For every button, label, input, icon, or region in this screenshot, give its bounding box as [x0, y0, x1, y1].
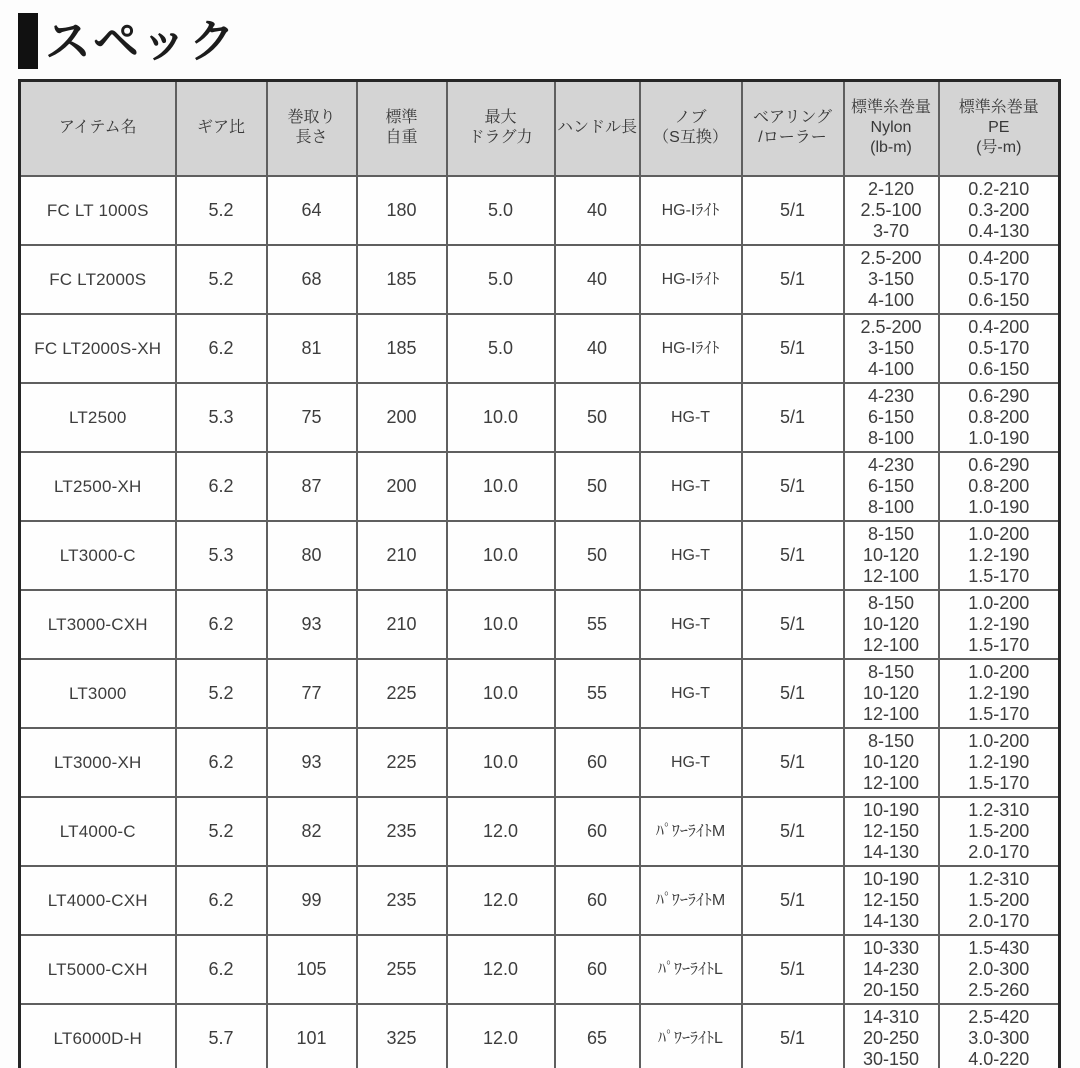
cell-bearing: 5/1 — [742, 245, 844, 314]
cell-nylon — [844, 176, 939, 245]
cell-handle_length: 50 — [555, 383, 640, 452]
cell-nylon-line: 12-100 — [862, 703, 920, 724]
cell-nylon-line: 12-100 — [862, 634, 920, 655]
cell-nylon-line: 10-120 — [862, 751, 920, 772]
cell-pe-line: 3.0-300 — [968, 1027, 1030, 1048]
cell-handle_length: 60 — [555, 797, 640, 866]
header-item-line: アイテム名 — [58, 119, 137, 137]
cell-nylon-line: 10-330 — [862, 937, 920, 958]
cell-nylon-line: 20-250 — [862, 1027, 920, 1048]
cell-nylon — [844, 521, 939, 590]
cell-pe — [939, 866, 1060, 935]
header-handle_length-line: ハンドル長 — [556, 119, 637, 137]
cell-handle_length: 60 — [555, 866, 640, 935]
header-bearing-line: /ローラー — [758, 129, 827, 147]
table-row — [20, 521, 1060, 590]
section-title-text: スペック — [45, 15, 237, 67]
cell-nylon-line: 14-130 — [862, 910, 920, 931]
table-row — [20, 866, 1060, 935]
cell-knob: HG-T — [640, 452, 742, 521]
cell-pe — [939, 728, 1060, 797]
cell-nylon — [844, 728, 939, 797]
cell-handle_length: 50 — [555, 452, 640, 521]
cell-nylon-line: 2.5-200 — [860, 316, 922, 337]
cell-bearing: 5/1 — [742, 383, 844, 452]
header-winding_length — [267, 81, 357, 176]
cell-knob: HG-T — [640, 590, 742, 659]
cell-knob: HG-Iﾗｲﾄ — [640, 245, 742, 314]
cell-nylon-line: 8-150 — [867, 661, 915, 682]
cell-pe-line: 1.2-190 — [968, 682, 1030, 703]
spec-table — [18, 79, 1061, 1068]
cell-standard_weight: 225 — [357, 728, 447, 797]
cell-nylon-line: 8-100 — [867, 427, 915, 448]
cell-knob: ﾊﾟﾜｰﾗｲﾄM — [640, 797, 742, 866]
cell-nylon — [844, 935, 939, 1004]
cell-max_drag: 10.0 — [447, 383, 555, 452]
cell-nylon — [844, 797, 939, 866]
header-nylon — [844, 81, 939, 176]
cell-pe-line: 1.5-170 — [968, 772, 1030, 793]
cell-winding_length: 101 — [267, 1004, 357, 1068]
cell-pe-line: 0.3-200 — [968, 199, 1030, 220]
cell-handle_length: 40 — [555, 176, 640, 245]
cell-nylon-line: 8-150 — [867, 730, 915, 751]
header-pe — [939, 81, 1060, 176]
cell-pe-line: 0.4-130 — [968, 220, 1030, 241]
cell-standard_weight: 225 — [357, 659, 447, 728]
header-winding_length-line: 長さ — [295, 129, 328, 147]
cell-pe-line: 0.6-150 — [968, 289, 1030, 310]
cell-item: LT2500 — [20, 383, 176, 452]
cell-nylon-line: 14-230 — [862, 958, 920, 979]
cell-bearing: 5/1 — [742, 866, 844, 935]
cell-nylon — [844, 659, 939, 728]
cell-nylon-line: 4-230 — [867, 385, 915, 406]
cell-pe-line: 1.0-200 — [968, 523, 1030, 544]
cell-item: LT3000 — [20, 659, 176, 728]
cell-nylon-line: 10-190 — [862, 868, 920, 889]
cell-pe-line: 1.2-190 — [968, 751, 1030, 772]
cell-pe-line: 1.5-200 — [968, 820, 1030, 841]
cell-max_drag: 10.0 — [447, 659, 555, 728]
cell-nylon-line: 3-150 — [867, 268, 915, 289]
cell-pe-line: 2.0-170 — [968, 841, 1030, 862]
cell-gear_ratio: 5.2 — [176, 245, 267, 314]
table-row — [20, 314, 1060, 383]
cell-nylon-line: 8-150 — [867, 523, 915, 544]
cell-nylon-line: 30-150 — [862, 1048, 920, 1068]
cell-pe-line: 2.5-420 — [968, 1006, 1030, 1027]
table-row — [20, 176, 1060, 245]
header-winding_length-line: 巻取り — [287, 109, 336, 127]
cell-knob: HG-T — [640, 383, 742, 452]
cell-handle_length: 55 — [555, 590, 640, 659]
cell-gear_ratio: 5.2 — [176, 176, 267, 245]
header-handle_length — [555, 81, 640, 176]
cell-pe — [939, 245, 1060, 314]
cell-pe — [939, 935, 1060, 1004]
cell-handle_length: 60 — [555, 728, 640, 797]
cell-nylon-line: 14-310 — [862, 1006, 920, 1027]
cell-pe-line: 1.0-200 — [968, 661, 1030, 682]
header-max_drag-line: ドラグ力 — [468, 129, 533, 147]
cell-knob: HG-T — [640, 521, 742, 590]
cell-pe-line: 1.2-190 — [968, 613, 1030, 634]
cell-max_drag: 12.0 — [447, 797, 555, 866]
cell-nylon-line: 20-150 — [862, 979, 920, 1000]
cell-nylon-line: 14-130 — [862, 841, 920, 862]
cell-standard_weight: 185 — [357, 314, 447, 383]
cell-pe-line: 1.0-200 — [968, 592, 1030, 613]
cell-nylon — [844, 452, 939, 521]
cell-max_drag: 5.0 — [447, 176, 555, 245]
cell-item: LT2500-XH — [20, 452, 176, 521]
table-row — [20, 728, 1060, 797]
cell-standard_weight: 235 — [357, 866, 447, 935]
cell-nylon-line: 2-120 — [867, 178, 915, 199]
cell-nylon-line: 12-150 — [862, 820, 920, 841]
cell-nylon-line: 4-230 — [867, 454, 915, 475]
cell-winding_length: 105 — [267, 935, 357, 1004]
cell-nylon-line: 6-150 — [867, 475, 915, 496]
cell-handle_length: 60 — [555, 935, 640, 1004]
cell-nylon-line: 10-120 — [862, 682, 920, 703]
header-nylon-line: 標準糸巻量 — [850, 99, 931, 117]
cell-nylon-line: 12-100 — [862, 772, 920, 793]
cell-nylon-line: 6-150 — [867, 406, 915, 427]
cell-pe — [939, 452, 1060, 521]
cell-pe-line: 1.5-170 — [968, 565, 1030, 586]
cell-bearing: 5/1 — [742, 452, 844, 521]
cell-gear_ratio: 5.3 — [176, 521, 267, 590]
cell-pe — [939, 590, 1060, 659]
cell-pe-line: 1.5-170 — [968, 634, 1030, 655]
cell-bearing: 5/1 — [742, 728, 844, 797]
cell-gear_ratio: 6.2 — [176, 590, 267, 659]
cell-knob: HG-T — [640, 728, 742, 797]
cell-pe-line: 1.5-170 — [968, 703, 1030, 724]
cell-pe-line: 1.2-190 — [968, 544, 1030, 565]
cell-gear_ratio: 5.7 — [176, 1004, 267, 1068]
cell-standard_weight: 325 — [357, 1004, 447, 1068]
cell-gear_ratio: 6.2 — [176, 728, 267, 797]
table-header-row — [20, 81, 1060, 176]
cell-nylon-line: 4-100 — [867, 358, 915, 379]
table-row — [20, 659, 1060, 728]
section-title — [18, 12, 1080, 70]
cell-nylon — [844, 866, 939, 935]
cell-pe-line: 0.5-170 — [968, 268, 1030, 289]
cell-bearing: 5/1 — [742, 590, 844, 659]
header-knob-line: ノブ — [674, 109, 707, 127]
cell-winding_length: 87 — [267, 452, 357, 521]
cell-pe-line: 0.6-290 — [968, 454, 1030, 475]
cell-pe-line: 0.8-200 — [968, 475, 1030, 496]
cell-knob: HG-Iﾗｲﾄ — [640, 314, 742, 383]
cell-max_drag: 10.0 — [447, 521, 555, 590]
cell-handle_length: 65 — [555, 1004, 640, 1068]
cell-gear_ratio: 6.2 — [176, 866, 267, 935]
cell-pe-line: 4.0-220 — [968, 1048, 1030, 1068]
table-row — [20, 590, 1060, 659]
header-item — [20, 81, 176, 176]
header-standard_weight-line: 標準 — [385, 109, 418, 127]
cell-max_drag: 12.0 — [447, 1004, 555, 1068]
cell-knob: HG-T — [640, 659, 742, 728]
cell-winding_length: 93 — [267, 728, 357, 797]
cell-max_drag: 10.0 — [447, 452, 555, 521]
cell-pe — [939, 314, 1060, 383]
cell-item: LT5000-CXH — [20, 935, 176, 1004]
cell-pe — [939, 659, 1060, 728]
cell-max_drag: 12.0 — [447, 866, 555, 935]
cell-nylon — [844, 314, 939, 383]
cell-bearing: 5/1 — [742, 797, 844, 866]
cell-pe-line: 1.5-430 — [968, 937, 1030, 958]
cell-gear_ratio: 5.3 — [176, 383, 267, 452]
cell-bearing: 5/1 — [742, 935, 844, 1004]
cell-bearing: 5/1 — [742, 521, 844, 590]
cell-nylon — [844, 1004, 939, 1068]
cell-handle_length: 40 — [555, 314, 640, 383]
cell-bearing: 5/1 — [742, 314, 844, 383]
cell-nylon-line: 10-190 — [862, 799, 920, 820]
header-gear_ratio — [176, 81, 267, 176]
cell-gear_ratio: 5.2 — [176, 797, 267, 866]
cell-pe — [939, 1004, 1060, 1068]
cell-knob: ﾊﾟﾜｰﾗｲﾄL — [640, 935, 742, 1004]
header-standard_weight-line: 自重 — [385, 129, 418, 147]
cell-bearing: 5/1 — [742, 176, 844, 245]
header-pe-line: PE — [988, 119, 1010, 137]
cell-pe — [939, 797, 1060, 866]
cell-nylon-line: 2.5-200 — [860, 247, 922, 268]
cell-gear_ratio: 6.2 — [176, 935, 267, 1004]
cell-pe-line: 1.5-200 — [968, 889, 1030, 910]
cell-pe-line: 0.6-290 — [968, 385, 1030, 406]
cell-pe-line: 2.0-170 — [968, 910, 1030, 931]
cell-item: LT3000-XH — [20, 728, 176, 797]
header-bearing — [742, 81, 844, 176]
header-nylon-line: (lb-m) — [870, 139, 912, 157]
cell-nylon-line: 3-70 — [872, 220, 910, 241]
cell-standard_weight: 200 — [357, 383, 447, 452]
cell-item: LT4000-C — [20, 797, 176, 866]
cell-pe-line: 1.2-310 — [968, 868, 1030, 889]
cell-bearing: 5/1 — [742, 1004, 844, 1068]
cell-pe-line: 1.0-190 — [968, 496, 1030, 517]
cell-knob: ﾊﾟﾜｰﾗｲﾄM — [640, 866, 742, 935]
cell-pe-line: 0.4-200 — [968, 316, 1030, 337]
cell-pe-line: 0.4-200 — [968, 247, 1030, 268]
cell-standard_weight: 210 — [357, 590, 447, 659]
cell-nylon — [844, 245, 939, 314]
title-accent-bar — [18, 13, 38, 69]
cell-gear_ratio: 6.2 — [176, 452, 267, 521]
table-row — [20, 1004, 1060, 1068]
header-standard_weight — [357, 81, 447, 176]
cell-max_drag: 10.0 — [447, 728, 555, 797]
cell-max_drag: 10.0 — [447, 590, 555, 659]
cell-nylon-line: 12-150 — [862, 889, 920, 910]
cell-pe — [939, 521, 1060, 590]
cell-item: FC LT2000S — [20, 245, 176, 314]
cell-nylon — [844, 590, 939, 659]
cell-knob: HG-Iﾗｲﾄ — [640, 176, 742, 245]
cell-bearing: 5/1 — [742, 659, 844, 728]
header-gear_ratio-line: ギア比 — [196, 119, 245, 137]
cell-max_drag: 5.0 — [447, 314, 555, 383]
cell-winding_length: 64 — [267, 176, 357, 245]
cell-nylon-line: 12-100 — [862, 565, 920, 586]
cell-pe — [939, 176, 1060, 245]
table-row — [20, 383, 1060, 452]
cell-pe-line: 1.0-200 — [968, 730, 1030, 751]
cell-item: LT3000-C — [20, 521, 176, 590]
header-nylon-line: Nylon — [870, 119, 912, 137]
cell-pe-line: 1.0-190 — [968, 427, 1030, 448]
cell-nylon-line: 2.5-100 — [860, 199, 922, 220]
header-pe-line: 標準糸巻量 — [958, 99, 1039, 117]
header-pe-line: (号-m) — [976, 139, 1022, 157]
cell-winding_length: 81 — [267, 314, 357, 383]
cell-nylon-line: 4-100 — [867, 289, 915, 310]
cell-item: FC LT 1000S — [20, 176, 176, 245]
header-bearing-line: ベアリング — [752, 109, 833, 127]
cell-standard_weight: 180 — [357, 176, 447, 245]
header-knob-line: （S互換） — [653, 129, 728, 147]
cell-max_drag: 12.0 — [447, 935, 555, 1004]
cell-pe-line: 0.2-210 — [968, 178, 1030, 199]
header-max_drag-line: 最大 — [484, 109, 517, 127]
cell-handle_length: 50 — [555, 521, 640, 590]
cell-handle_length: 40 — [555, 245, 640, 314]
cell-max_drag: 5.0 — [447, 245, 555, 314]
cell-pe-line: 0.5-170 — [968, 337, 1030, 358]
cell-nylon — [844, 383, 939, 452]
cell-pe-line: 0.8-200 — [968, 406, 1030, 427]
cell-pe-line: 0.6-150 — [968, 358, 1030, 379]
cell-nylon-line: 3-150 — [867, 337, 915, 358]
cell-handle_length: 55 — [555, 659, 640, 728]
table-row — [20, 797, 1060, 866]
cell-winding_length: 80 — [267, 521, 357, 590]
cell-nylon-line: 8-150 — [867, 592, 915, 613]
cell-item: LT3000-CXH — [20, 590, 176, 659]
cell-winding_length: 68 — [267, 245, 357, 314]
cell-gear_ratio: 6.2 — [176, 314, 267, 383]
cell-standard_weight: 185 — [357, 245, 447, 314]
cell-standard_weight: 200 — [357, 452, 447, 521]
cell-item: FC LT2000S-XH — [20, 314, 176, 383]
table-body — [20, 176, 1060, 1068]
cell-standard_weight: 210 — [357, 521, 447, 590]
cell-item: LT6000D-H — [20, 1004, 176, 1068]
header-knob — [640, 81, 742, 176]
cell-pe-line: 2.0-300 — [968, 958, 1030, 979]
cell-standard_weight: 235 — [357, 797, 447, 866]
cell-item: LT4000-CXH — [20, 866, 176, 935]
cell-standard_weight: 255 — [357, 935, 447, 1004]
table-row — [20, 452, 1060, 521]
cell-gear_ratio: 5.2 — [176, 659, 267, 728]
table-row — [20, 245, 1060, 314]
cell-nylon-line: 10-120 — [862, 544, 920, 565]
cell-nylon-line: 10-120 — [862, 613, 920, 634]
cell-winding_length: 82 — [267, 797, 357, 866]
cell-winding_length: 75 — [267, 383, 357, 452]
cell-pe-line: 1.2-310 — [968, 799, 1030, 820]
header-max_drag — [447, 81, 555, 176]
cell-winding_length: 99 — [267, 866, 357, 935]
cell-winding_length: 77 — [267, 659, 357, 728]
cell-knob: ﾊﾟﾜｰﾗｲﾄL — [640, 1004, 742, 1068]
cell-winding_length: 93 — [267, 590, 357, 659]
cell-nylon-line: 8-100 — [867, 496, 915, 517]
cell-pe-line: 2.5-260 — [968, 979, 1030, 1000]
cell-pe — [939, 383, 1060, 452]
table-row — [20, 935, 1060, 1004]
